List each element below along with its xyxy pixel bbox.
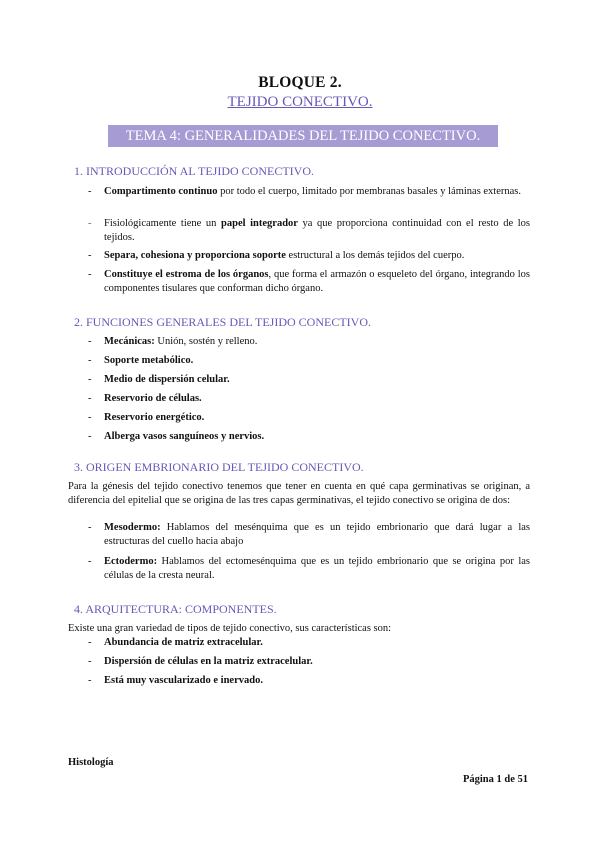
bullet-dash: - (88, 269, 92, 280)
s1-item-4: Constituye el estroma de los órganos, que forma el armazón o esqueleto del órgano, integrando los componentes tisulares que conforman dicho órgano. (104, 269, 530, 294)
bullet-dash: - (88, 336, 92, 347)
s3-item-2: Ectodermo: Hablamos del ectomesénquima que es un tejido embrionario que se origina por las células de la cresta neural. (104, 556, 530, 581)
bullet-dash: - (88, 675, 92, 686)
bullet-dash: - (88, 637, 92, 648)
s2-item-1: Mecánicas: Unión, sostén y relleno. (104, 336, 258, 347)
bullet-dash: - (88, 186, 92, 197)
page-number: Página 1 de 51 (462, 774, 528, 785)
s3-item-1: Mesodermo: Hablamos del mesénquima que es un tejido embrionario que dará lugar a las estructuras del cuello hacia abajo (104, 522, 530, 547)
bullet-dash: - (88, 355, 92, 366)
s2-item-6: Alberga vasos sanguíneos y nervios. (104, 431, 265, 442)
bullet-dash: - (88, 412, 92, 423)
s4-intro: Existe una gran variedad de tipos de tejido conectivo, sus características son: (68, 623, 392, 634)
bullet-dash: - (88, 218, 92, 229)
s1-item-1: Compartimento continuo por todo el cuerpo, limitado por membranas basales y láminas externas. (104, 186, 522, 197)
topic-title: TEJIDO CONECTIVO. (227, 94, 373, 110)
section-3-heading: 3. ORIGEN EMBRIONARIO DEL TEJIDO CONECTIVO. (74, 460, 364, 474)
bullet-dash: - (88, 250, 92, 261)
s1-item-2: Fisiológicamente tiene un papel integrador ya que proporciona continuidad con el resto de los tejidos. (104, 218, 530, 243)
bullet-dash: - (88, 522, 92, 533)
bullet-dash: - (88, 393, 92, 404)
s2-item-4: Reservorio de células. (104, 393, 202, 404)
lesson-title-banner: TEMA 4: GENERALIDADES DEL TEJIDO CONECTIVO. (108, 125, 498, 147)
s1-item-3: Separa, cohesiona y proporciona soporte estructural a los demás tejidos del cuerpo. (104, 250, 465, 261)
footer-subject: Histología (68, 757, 114, 768)
s2-item-3: Medio de dispersión celular. (104, 374, 230, 385)
bullet-dash: - (88, 431, 92, 442)
s2-item-5: Reservorio energético. (104, 412, 205, 423)
section-4-heading: 4. ARQUITECTURA: COMPONENTES. (74, 602, 277, 616)
s4-item-1: Abundancia de matriz extracelular. (104, 637, 263, 648)
block-title: BLOQUE 2. (258, 74, 342, 91)
s3-intro: Para la génesis del tejido conectivo tenemos que tener en cuenta en qué capa germinativas se originan, a diferencia del epitelial que se origina de las tres capas germinativas, el tejido conectivo se origina de dos: (68, 481, 530, 506)
bullet-dash: - (88, 556, 92, 567)
s2-item-2: Soporte metabólico. (104, 355, 194, 366)
bullet-dash: - (88, 656, 92, 667)
section-2-heading: 2. FUNCIONES GENERALES DEL TEJIDO CONECTIVO. (74, 315, 371, 329)
s4-item-3: Está muy vascularizado e inervado. (104, 675, 263, 686)
section-1-heading: 1. INTRODUCCIÓN AL TEJIDO CONECTIVO. (74, 164, 314, 178)
s4-item-2: Dispersión de células en la matriz extracelular. (104, 656, 313, 667)
bullet-dash: - (88, 374, 92, 385)
